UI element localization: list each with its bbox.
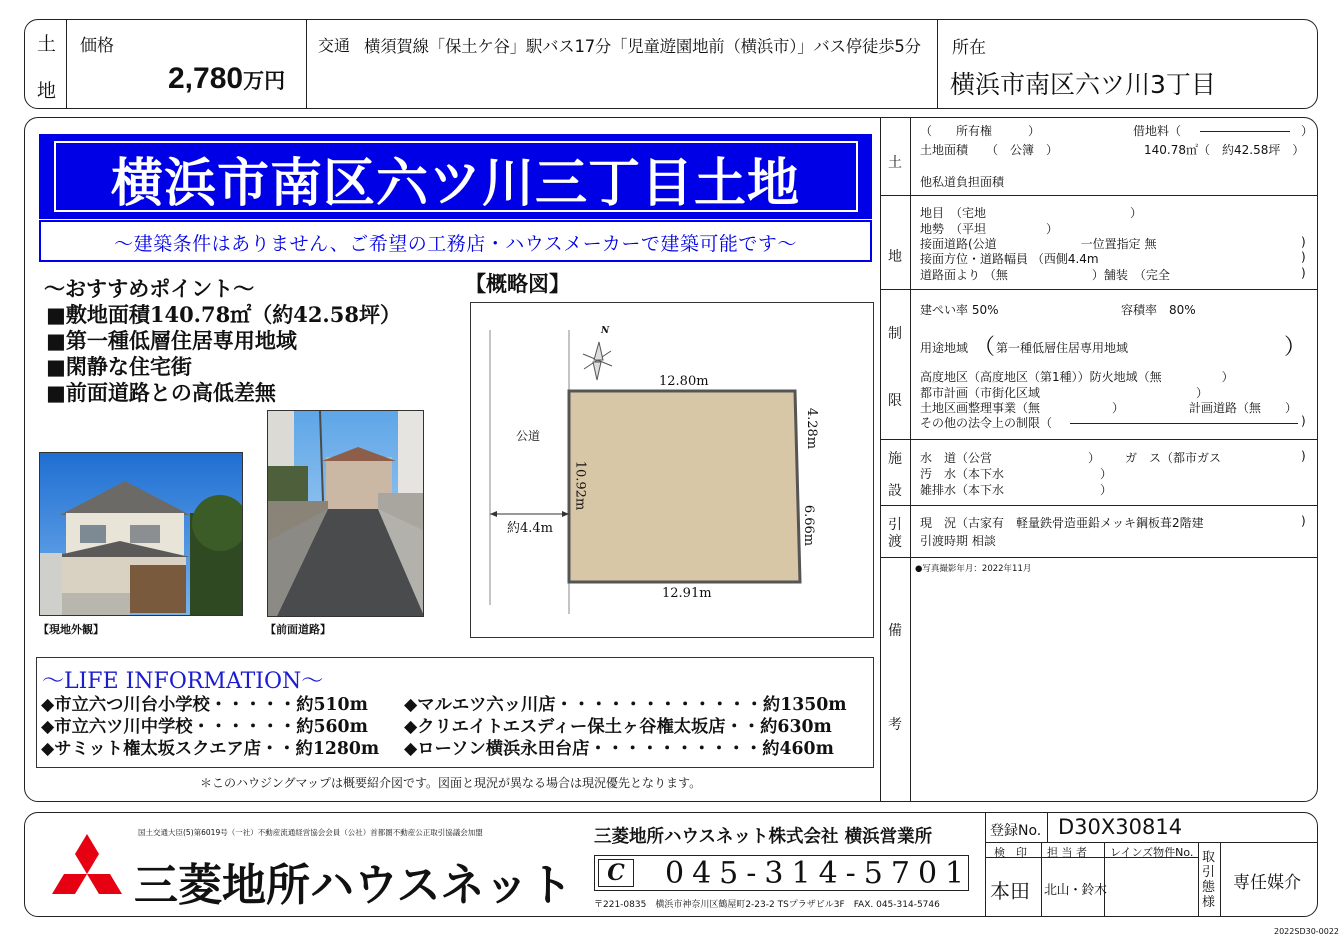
title-banner — [39, 134, 872, 219]
phone-number: 045-314-5701 — [665, 856, 973, 891]
lease-fee-close: ） — [1301, 124, 1314, 138]
map-left-dim: 10.92m — [572, 460, 588, 511]
map-right-lower-dim: 6.66m — [801, 504, 817, 547]
land-char-1: 土 — [37, 33, 57, 55]
land-area-value: 140.78㎡（ 約42.58坪 ） — [1144, 143, 1305, 157]
price-unit: 万円 — [243, 70, 286, 93]
current-status-close: ) — [1301, 514, 1306, 528]
map-right-upper-dim: 4.28m — [804, 407, 820, 450]
location-text: 横浜市南区六ツ川3丁目 — [950, 70, 1216, 99]
road-access: 接面道路(公道 一位置指定 無 — [920, 237, 1157, 251]
brand-name: 三菱地所ハウスネット — [134, 860, 573, 911]
life-left-item: ◆市立六つ川台小学校・・・・・約510m — [41, 695, 368, 715]
planned-road: 計画道路（無 ） — [1189, 401, 1298, 415]
price-number: 2,780 — [168, 62, 244, 95]
point-item: ■閑静な住宅街 — [46, 354, 192, 379]
land-category: 地目 （宅地 ） — [920, 206, 1143, 220]
zoning-label: 用途地域 — [920, 341, 969, 355]
road-surface: 道路面より （無 ）舗装 （完全 — [920, 268, 1170, 282]
map-title: 【概略図】 — [465, 271, 570, 296]
kenin-header: 検 印 — [994, 846, 1027, 859]
section-facility-2: 設 — [888, 483, 902, 499]
map-top-dim: 12.80m — [659, 374, 709, 389]
road-access-close: ) — [1301, 235, 1306, 249]
mitsubishi-logo — [52, 834, 122, 896]
other-restrictions-close: ) — [1301, 414, 1306, 428]
private-road-area: 他私道負担面積 — [920, 175, 1005, 189]
point-item: ■第一種低層住居専用地域 — [46, 328, 297, 353]
section-facility-1: 施 — [888, 451, 902, 467]
land-char-2: 地 — [37, 80, 57, 102]
lease-fee-label: 借地料（ — [1133, 124, 1182, 138]
price-label: 価格 — [80, 36, 114, 56]
section-remarks-2: 考 — [888, 717, 902, 733]
terrain: 地勢 （平坦 ） — [920, 222, 1059, 236]
point-item: ■敷地面積140.78㎡（約42.58坪） — [46, 302, 401, 327]
registration-number: D30X30814 — [1058, 815, 1183, 839]
handover-timing: 引渡時期 相談 — [920, 534, 996, 548]
life-title: 〜LIFE INFORMATION〜 — [42, 669, 324, 694]
life-left-item: ◆サミット権太坂スクエア店・・約1280m — [41, 739, 380, 759]
map-bottom-dim: 12.91m — [662, 586, 712, 601]
points-title: 〜おすすめポイント〜 — [44, 276, 255, 301]
north-label: N — [601, 326, 610, 336]
section-handover-2: 渡 — [888, 534, 902, 550]
photo2-caption: 【前面道路】 — [265, 623, 331, 636]
location-label: 所在 — [952, 38, 986, 58]
road-surface-close: ) — [1301, 266, 1306, 280]
price-value — [168, 62, 285, 96]
floor-area-ratio: 容積率 80% — [1121, 303, 1196, 317]
point-item: ■前面道路との高低差無 — [46, 380, 276, 405]
phone-icon: C — [598, 859, 634, 887]
road-direction-close: ) — [1301, 250, 1306, 264]
disclaimer-note: ＊このハウジングマップは概要紹介図です。図面と現況が異なる場合は現況優先となります。 — [200, 776, 702, 790]
subtitle: 〜建築条件はありません、ご希望の工務店・ハウスメーカーで建築可能です〜 — [114, 233, 797, 255]
zoning-value: 第一種低層住居専用地域 — [996, 341, 1129, 355]
section-land-1: 土 — [888, 155, 902, 171]
water-supply: 水 道（公営 ） — [920, 451, 1101, 465]
section-limit-2: 限 — [888, 393, 902, 409]
mode-label: 取引態様 — [1202, 850, 1216, 910]
height-district: 高度地区（高度地区（第1種））防火地域（無 ） — [920, 370, 1234, 384]
city-plan: 都市計画（市街化区域 ） — [920, 386, 1209, 400]
company-name: 三菱地所ハウスネット株式会社 横浜営業所 — [594, 827, 933, 847]
current-status: 現 況（古家有 軽量鉄骨造亜鉛メッキ鋼板葺2階建 — [920, 516, 1204, 530]
life-right-item: ◆マルエツ六ッ川店・・・・・・・・・・・・約1350m — [404, 695, 847, 715]
land-area-label: 土地面積 （ 公簿 ） — [920, 143, 1059, 157]
map-road-width: 約4.4m — [507, 521, 554, 536]
reins-header: レインズ物件No. — [1110, 846, 1194, 859]
building-coverage: 建ぺい率 50% — [920, 303, 999, 317]
gas-close: ) — [1301, 449, 1306, 463]
photo-date: ●写真撮影年月：2022年11月 — [915, 564, 1032, 574]
life-left-item: ◆市立六ツ川中学校・・・・・・約560m — [41, 717, 368, 737]
section-land-2: 地 — [888, 249, 902, 265]
site-photo — [39, 452, 243, 616]
tanto-header: 担 当 者 — [1047, 846, 1087, 859]
land-readjustment: 土地区画整理事業（無 ） — [920, 401, 1125, 415]
section-limit-1: 制 — [888, 326, 902, 342]
tanto-value: 北山・鈴木 — [1044, 883, 1107, 898]
kenin-value: 本田 — [990, 879, 1030, 903]
section-remarks-1: 備 — [888, 623, 902, 639]
office-address: 〒221-0835 横浜市神奈川区鶴屋町2-23-2 TSプラザビル3F FAX. 045-314-5746 — [594, 900, 940, 910]
document-code: 2022SD30-0022 — [1274, 927, 1340, 936]
ownership: （ 所有権 ） — [920, 124, 1041, 138]
drainage: 雑排水（本下水 ） — [920, 483, 1113, 497]
road-direction: 接面方位・道路幅員 （西側4.4m — [920, 252, 1099, 266]
transport-text: 横須賀線「保土ケ谷」駅バス17分「児童遊園地前（横浜市）」バス停徒歩5分 — [364, 37, 921, 56]
map-road-label: 公道 — [516, 429, 541, 443]
other-restrictions: その他の法令上の制限（ — [920, 416, 1053, 430]
transaction-mode: 専任媒介 — [1233, 873, 1301, 893]
gas-supply: ガ ス（都市ガス — [1125, 451, 1222, 465]
photo1-caption: 【現地外観】 — [38, 623, 104, 636]
zoning-open: （ — [973, 335, 996, 360]
registration-label: 登録No. — [990, 823, 1042, 839]
zoning-close: ） — [1284, 335, 1307, 360]
sewage: 汚 水（本下水 ） — [920, 467, 1113, 481]
life-right-item: ◆ローソン横浜永田台店・・・・・・・・・・約460m — [404, 739, 834, 759]
life-right-item: ◆クリエイトエスディー保土ヶ谷権太坂店・・約630m — [404, 717, 832, 737]
transport-label: 交通 — [318, 36, 351, 55]
page-title: 横浜市南区六ツ川三丁目土地 — [110, 153, 800, 214]
road-photo — [267, 410, 424, 617]
association-text: 国土交通大臣(5)第6019号（一社）不動産流通経営協会会員（公社）首都圏不動産公正取引協議会加盟 — [138, 828, 483, 837]
section-handover-1: 引 — [888, 517, 902, 533]
